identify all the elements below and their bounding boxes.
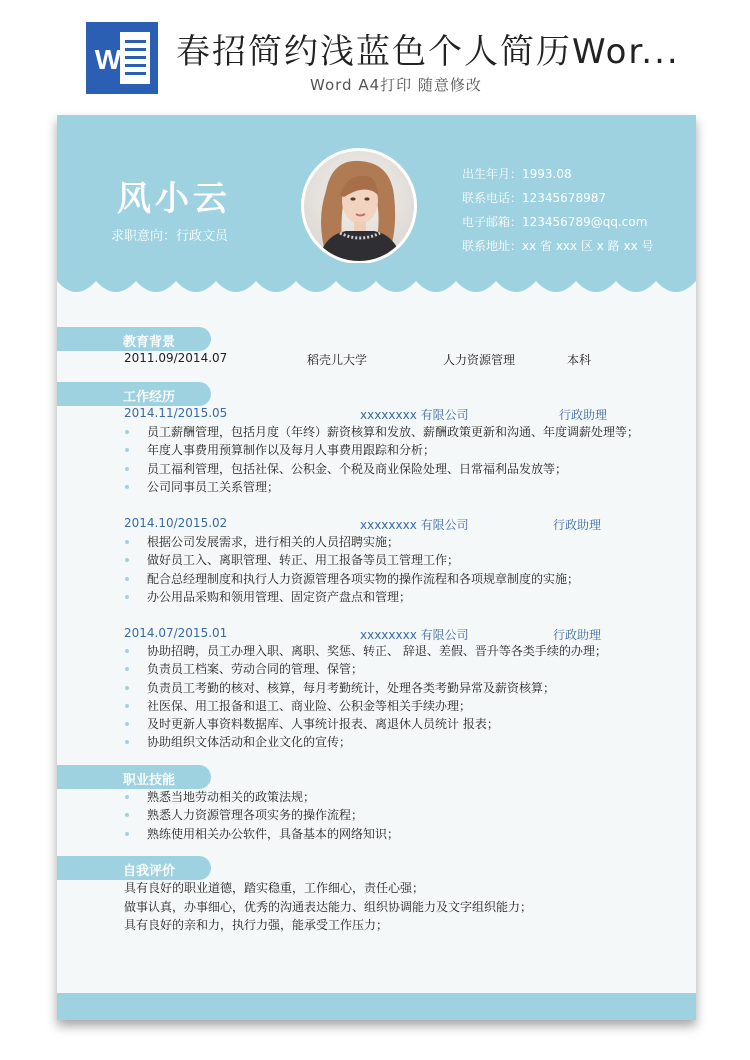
section-skills-title: 职业技能 [123, 773, 176, 788]
list-item: 社医保、用工报备和退工、商业险、公积金等相关手续办理； [123, 697, 607, 715]
list-item: 及时更新人事资料数据库、人事统计报表、离退休人员统计 报表； [123, 715, 607, 733]
evaluation-line: 具有良好的职业道德，踏实稳重，工作细心，责任心强； [124, 881, 425, 895]
word-icon [86, 22, 158, 94]
list-item: 负责员工考勤的核对、核算，每月考勤统计，处理各类考勤异常及薪资核算； [123, 679, 607, 697]
job-intent: 求职意向：行政文员 [111, 229, 229, 244]
resume-page [57, 115, 696, 1020]
list-item: 熟悉人力资源管理各项实务的操作流程； [123, 806, 399, 824]
birth-date: 出生年月：1993.08 [462, 167, 572, 181]
list-item: 协助组织文体活动和企业文化的宣传； [123, 733, 607, 751]
education-degree: 本科 [567, 353, 592, 367]
list-item: 负责员工档案、劳动合同的管理、保管； [123, 660, 607, 678]
section-skills [57, 765, 211, 789]
job-duties [123, 642, 607, 752]
section-work-title: 工作经历 [123, 390, 176, 405]
avatar [301, 148, 417, 264]
list-item: 根据公司发展需求，进行相关的人员招聘实施； [123, 533, 579, 551]
evaluation-line: 具有良好的亲和力，执行力强，能承受工作压力； [124, 918, 389, 933]
candidate-name: 风小云 [117, 179, 231, 219]
job-duties [123, 423, 639, 496]
phone: 联系电话：12345678987 [462, 191, 606, 205]
education-period: 2011.09/2014.07 [124, 351, 228, 365]
list-item: 员工薪酬管理，包括月度（年终）薪资核算和发放、薪酬政策更新和沟通、年度调薪处理等； [123, 423, 639, 441]
section-education [57, 327, 211, 351]
evaluation-line: 做事认真，办事细心，优秀的沟通表达能力、组织协调能力及文字组织能力； [124, 899, 533, 914]
education-major: 人力资源管理 [443, 353, 516, 367]
evaluation-text [124, 879, 532, 935]
address: 联系地址：xx 省 xxx 区 x 路 xx 号 [462, 239, 654, 253]
job-duties [123, 533, 579, 606]
word-icon-letter: W [94, 44, 122, 75]
job-period: 2014.07/2015.01 [124, 626, 228, 640]
skills-list [123, 788, 399, 843]
document-subtitle: Word A4打印 随意修改 [310, 76, 482, 94]
list-item: 员工福利管理，包括社保、公积金、个税及商业保险处理、日常福利品发放等； [123, 460, 639, 478]
list-item: 协助招聘，员工办理入职、离职、奖惩、转正、 辞退、差假、晋升等各类手续的办理； [123, 642, 607, 660]
section-work [57, 382, 211, 406]
list-item: 年度人事费用预算制作以及每月人事费用跟踪和分析； [123, 441, 639, 459]
job-company: xxxxxxxx 有限公司 [360, 518, 469, 532]
education-school: 稻壳儿大学 [307, 353, 368, 367]
list-item: 办公用品采购和领用管理、固定资产盘点和管理； [123, 588, 579, 606]
section-evaluation-title: 自我评价 [123, 864, 176, 879]
list-item: 熟悉当地劳动相关的政策法规； [123, 788, 399, 806]
job-role: 行政助理 [553, 518, 602, 532]
list-item: 公司同事员工关系管理； [123, 478, 639, 496]
job-period: 2014.10/2015.02 [124, 516, 228, 530]
contact-info [462, 162, 654, 258]
resume-header [57, 115, 696, 280]
list-item: 熟练使用相关办公软件，具备基本的网络知识； [123, 825, 399, 843]
job-period: 2014.11/2015.05 [124, 406, 228, 420]
job-role: 行政助理 [559, 408, 608, 422]
job-role: 行政助理 [553, 628, 602, 642]
job-company: xxxxxxxx 有限公司 [360, 628, 469, 642]
job-company: xxxxxxxx 有限公司 [360, 408, 469, 422]
email: 电子邮箱：123456789@qq.com [462, 215, 648, 229]
section-evaluation [57, 856, 211, 880]
document-title: 春招简约浅蓝色个人简历Wor... [176, 32, 680, 72]
document-banner [0, 0, 750, 105]
list-item: 配合总经理制度和执行人力资源管理各项实物的操作流程和各项规章制度的实施； [123, 570, 579, 588]
section-education-title: 教育背景 [123, 335, 176, 350]
list-item: 做好员工入、离职管理、转正、用工报备等员工管理工作； [123, 551, 579, 569]
scallop-border [57, 263, 696, 299]
footer-bar [57, 993, 696, 1020]
